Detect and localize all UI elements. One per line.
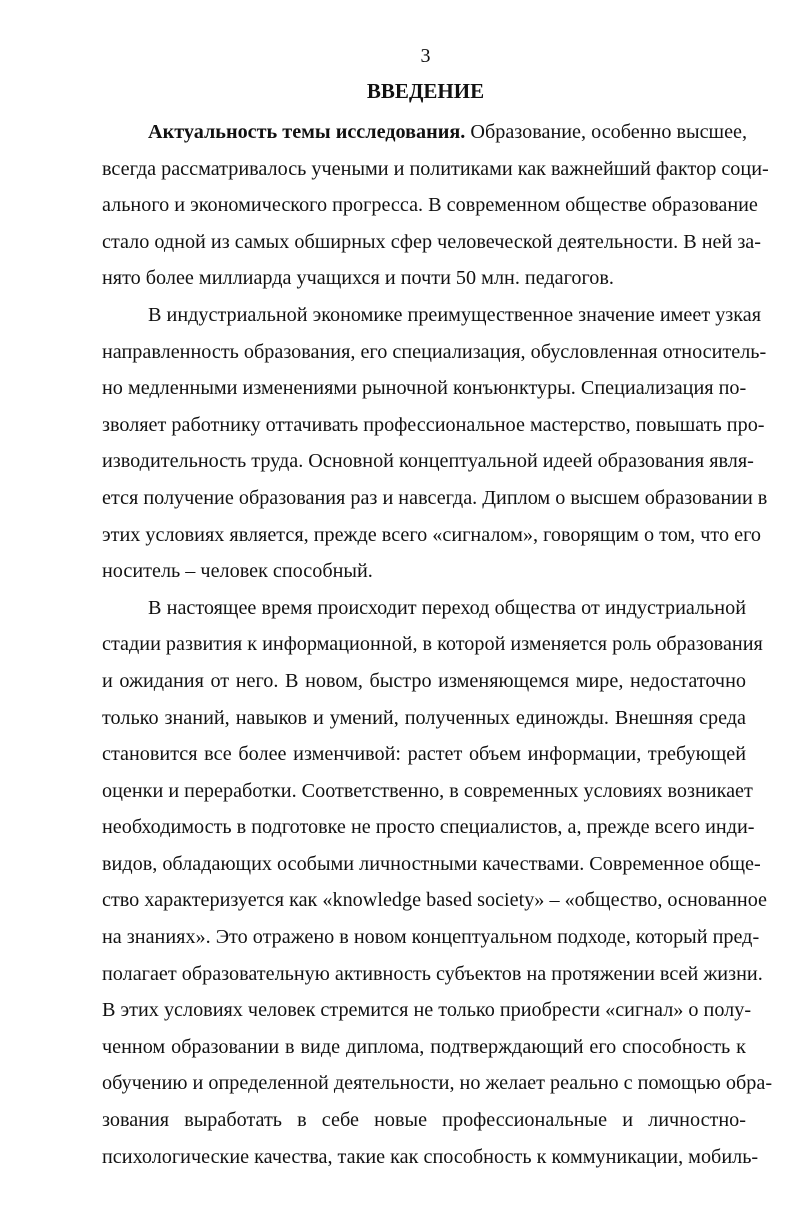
text-line: и ожидания от него. В новом, быстро изменяющемся мире, недостаточно	[102, 669, 746, 692]
section-heading: ВВЕДЕНИЕ	[366, 79, 485, 103]
text-line: стало одной из самых обширных сфер человеческой деятельности. В ней за-	[102, 230, 761, 253]
text-line: на знаниях». Это отражено в новом концептуальном подходе, который пред-	[102, 926, 760, 949]
text-line: В этих условиях человек стремится не только приобрести «сигнал» о полу-	[102, 999, 752, 1022]
text-line	[102, 114, 746, 151]
paragraph	[102, 590, 773, 1176]
text-line: этих условиях является, прежде всего «сигналом», говорящим о том, что его	[102, 523, 761, 546]
text-line: становится все более изменчивой: растет объем информации, требующей	[102, 743, 746, 766]
text-line: направленность образования, его специализация, обусловленная относитель-	[102, 340, 767, 363]
text-line: В настоящее время происходит переход общества от индустриальной	[148, 596, 746, 619]
relevance-lead: Актуальность темы исследования.	[148, 121, 466, 143]
text-line: только знаний, навыков и умений, полученных единожды. Внешняя среда	[102, 706, 746, 729]
text-line: обучению и определенной деятельности, но желает реально с помощью обра-	[102, 1072, 773, 1095]
text-fragment: Образование, особенно высшее,	[465, 121, 748, 143]
paragraph	[102, 297, 768, 590]
text-line: носитель – человек способный.	[102, 560, 373, 583]
text-line: ется получение образования раз и навсегда. Диплом о высшем образовании в	[102, 486, 768, 509]
text-line: зования выработать в себе новые профессиональные и личностно-	[102, 1109, 746, 1132]
text-line: ство характеризуется как «knowledge based society» – «общество, основанное	[102, 889, 768, 912]
text-line: нято более миллиарда учащихся и почти 50 млн. педагогов.	[102, 267, 614, 290]
text-line: психологические качества, такие как способность к коммуникации, мобиль-	[102, 1145, 759, 1168]
body-text	[102, 114, 773, 1175]
text-line: всегда рассматривалось учеными и политиками как важнейший фактор соци-	[102, 157, 769, 180]
text-line: необходимость в подготовке не просто специалистов, а, прежде всего инди-	[102, 816, 755, 839]
text-line: ального и экономического прогресса. В современном обществе образование	[102, 194, 758, 217]
text-line: зволяет работнику оттачивать профессиональное мастерство, повышать про-	[102, 413, 765, 436]
page-number: 3	[420, 45, 431, 67]
text-line: стадии развития к информационной, в которой изменяется роль образования	[102, 633, 763, 656]
text-line: но медленными изменениями рыночной конъюнктуры. Специализация по-	[102, 377, 747, 400]
text-line: оценки и переработки. Соответственно, в современных условиях возникает	[102, 779, 753, 802]
text-line: изводительность труда. Основной концептуальной идеей образования явля-	[102, 450, 754, 473]
text-line: В индустриальной экономике преимущественное значение имеет узкая	[148, 303, 762, 326]
text-line: полагает образовательную активность субъектов на протяжении всей жизни.	[102, 962, 763, 985]
paragraph	[102, 114, 769, 297]
text-line: видов, обладающих особыми личностными качествами. Современное обще-	[102, 852, 761, 875]
text-line: ченном образовании в виде диплома, подтверждающий его способность к	[102, 1035, 746, 1058]
